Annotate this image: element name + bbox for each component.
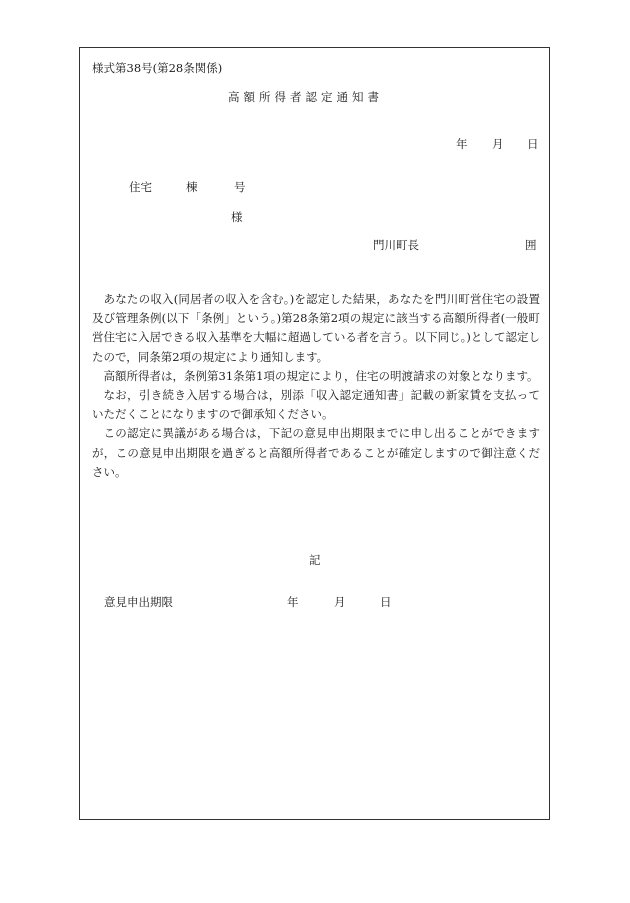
deadline-year-label: 年 — [287, 595, 299, 609]
issuer-title: 門川町長 — [373, 238, 419, 252]
date-year-label: 年 — [456, 137, 468, 151]
ki-heading: 記 — [309, 553, 321, 567]
form-number: 様式第38号(第28条関係) — [92, 61, 223, 75]
date-month-label: 月 — [492, 137, 504, 151]
document-title: 高額所得者認定通知書 — [228, 90, 383, 104]
date-day-label: 日 — [527, 137, 539, 151]
body-paragraph-1: あなたの収入(同居者の収入を含む。)を認定した結果，あなたを門川町営住宅の設置及び管理条例(以下「条例」という。)第28条第2項の規定に該当する高額所得者(一般町営住宅に入居できる収入基準を大幅に超過している者を言う。以下同じ。)として認定したので，同条第2項の規定により通知します。 — [92, 292, 540, 364]
seal-mark: 囲 — [525, 238, 537, 252]
deadline-day-label: 日 — [380, 595, 392, 609]
recipient-honorific: 様 — [231, 210, 243, 224]
address-house-label: 住宅 — [129, 180, 152, 194]
notice-body — [92, 290, 540, 482]
deadline-label: 意見申出期限 — [104, 595, 173, 609]
body-paragraph-4: この認定に異議がある場合は，下記の意見申出期限までに申し出ることができますが，この意見申出期限を過ぎると高額所得者であることが確定しますので御注意ください。 — [92, 426, 540, 479]
body-paragraph-2: 高額所得者は，条例第31条第1項の規定により，住宅の明渡請求の対象となります。 — [103, 368, 539, 383]
address-number-label: 号 — [234, 180, 246, 194]
deadline-month-label: 月 — [334, 595, 346, 609]
body-paragraph-3: なお，引き続き入居する場合は，別添「収入認定通知書」記載の新家賃を支払っていただくことになりますので御承知ください。 — [92, 388, 540, 422]
address-building-label: 棟 — [186, 180, 198, 194]
